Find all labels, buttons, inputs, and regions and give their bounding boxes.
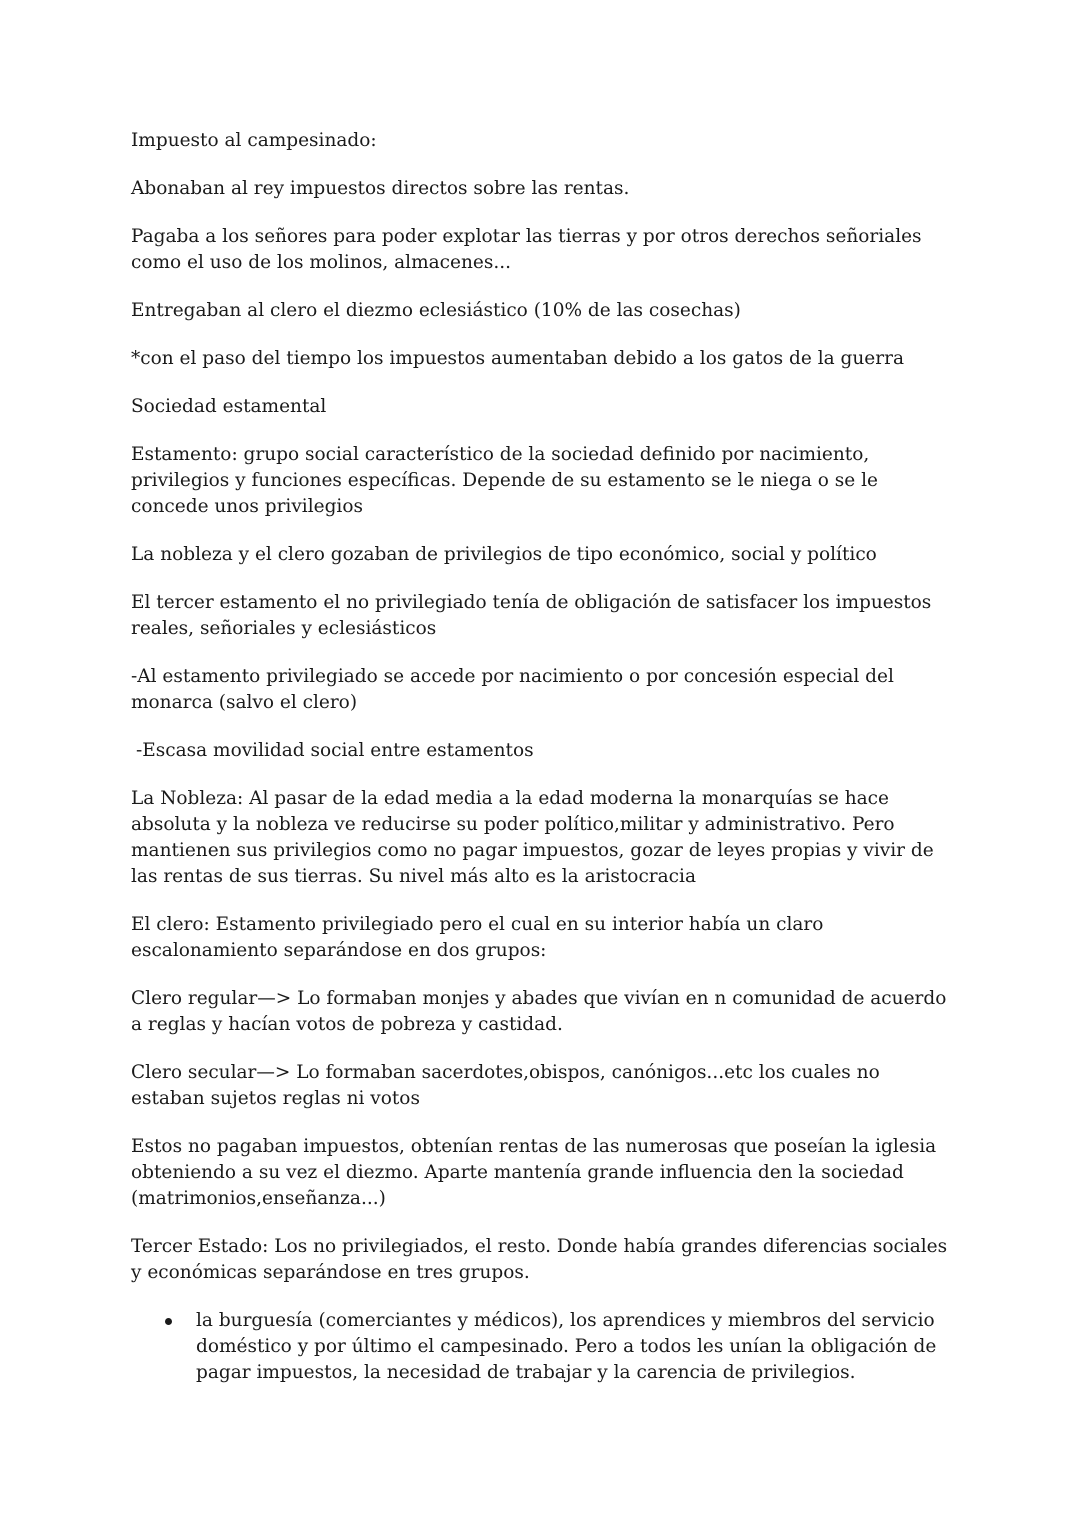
paragraph-note: *con el paso del tiempo los impuestos aumentaban debido a los gatos de la guerra (131, 348, 904, 369)
paragraph: Estos no pagaban impuestos, obtenían rentas de las numerosas que poseían la iglesia obteniendo a su vez el diezmo. Aparte mantenía grande influencia den la sociedad (matrimonios,enseñanza...) (131, 1136, 937, 1209)
document-body (131, 128, 951, 1386)
paragraph: -Escasa movilidad social entre estamentos (136, 740, 534, 761)
bullet-list (131, 1308, 951, 1386)
paragraph-regular-clergy: Clero regular—> Lo formaban monjes y abades que vivían en n comunidad de acuerdo a reglas y hacían votos de pobreza y castidad. (131, 988, 947, 1035)
list-item (196, 1308, 951, 1386)
paragraph-heading-society: Sociedad estamental (131, 396, 327, 417)
paragraph-heading-tax: Impuesto al campesinado: (131, 130, 377, 151)
paragraph: La nobleza y el clero gozaban de privilegios de tipo económico, social y político (131, 544, 877, 565)
paragraph: Pagaba a los señores para poder explotar las tierras y por otros derechos señoriales como el uso de los molinos, almacenes... (131, 226, 922, 273)
paragraph-clergy: El clero: Estamento privilegiado pero el cual en su interior había un claro escalonamiento separándose en dos grupos: (131, 914, 824, 961)
bullet-icon (165, 1318, 172, 1325)
list-item-text: la burguesía (comerciantes y médicos), los aprendices y miembros del servicio doméstico y por último el campesinado. Pero a todos les unían la obligación de pagar impuestos, la necesidad de trabajar y la carencia de privilegios. (196, 1310, 937, 1383)
paragraph: Abonaban al rey impuestos directos sobre las rentas. (131, 178, 630, 199)
paragraph: El tercer estamento el no privilegiado tenía de obligación de satisfacer los impuestos reales, señoriales y eclesiásticos (131, 592, 932, 639)
paragraph: Entregaban al clero el diezmo eclesiástico (10% de las cosechas) (131, 300, 741, 321)
paragraph: Estamento: grupo social característico de la sociedad definido por nacimiento, privilegios y funciones específicas. Depende de su estamento se le niega o se le concede unos privilegios (131, 444, 878, 517)
paragraph: -Al estamento privilegiado se accede por nacimiento o por concesión especial del monarca (salvo el clero) (131, 666, 894, 713)
paragraph-nobility: La Nobleza: Al pasar de la edad media a la edad moderna la monarquías se hace absoluta y la nobleza ve reducirse su poder político,militar y administrativo. Pero mantienen sus privilegios como no pagar impuestos, gozar de leyes propias y vivir de las rentas de sus tierras. Su nivel más alto es la aristocracia (131, 788, 934, 887)
paragraph-third-estate: Tercer Estado: Los no privilegiados, el resto. Donde había grandes diferencias sociales y económicas separándose en tres grupos. (131, 1236, 948, 1283)
paragraph-secular-clergy: Clero secular—> Lo formaban sacerdotes,obispos, canónigos...etc los cuales no estaban sujetos reglas ni votos (131, 1062, 880, 1109)
